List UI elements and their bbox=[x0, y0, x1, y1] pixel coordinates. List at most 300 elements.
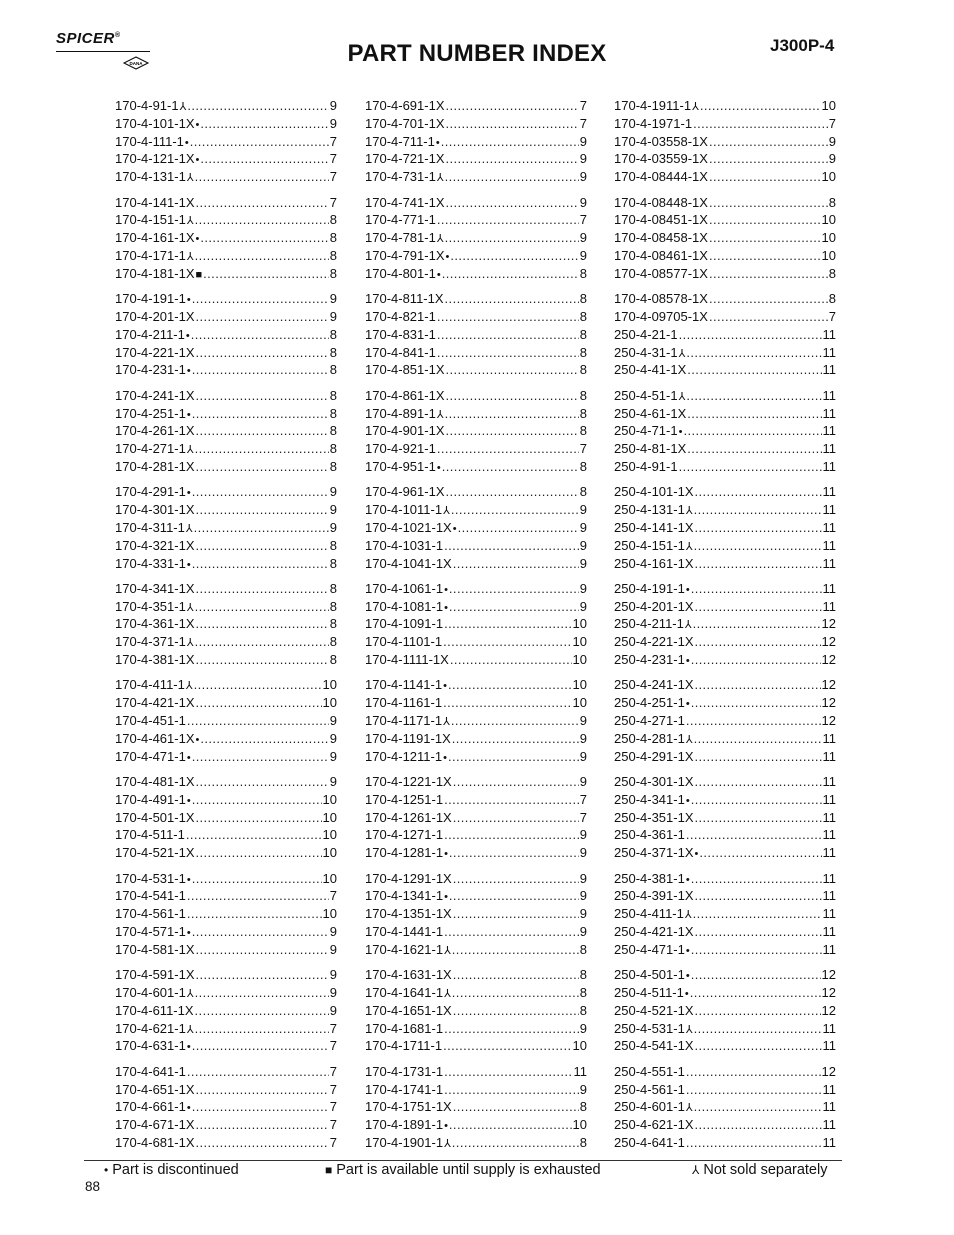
leader-dots bbox=[695, 633, 821, 651]
page-reference: 9 bbox=[329, 291, 337, 307]
leader-dots bbox=[451, 712, 579, 730]
index-entry bbox=[365, 694, 587, 712]
leader-dots bbox=[196, 773, 329, 791]
status-mark: • bbox=[685, 583, 690, 596]
page-reference: 8 bbox=[579, 344, 587, 360]
index-group bbox=[365, 966, 587, 1055]
index-group bbox=[614, 483, 836, 572]
leader-dots bbox=[452, 984, 579, 1002]
status-mark: • bbox=[685, 655, 690, 668]
part-number: 250-4-141-1X bbox=[614, 519, 694, 535]
status-mark: • bbox=[452, 522, 457, 535]
part-number: 170-4-1161-1 bbox=[365, 695, 443, 711]
page-reference: 11 bbox=[822, 888, 836, 904]
index-group bbox=[115, 483, 337, 572]
page-reference: 7 bbox=[828, 308, 836, 324]
part-number: 170-4-1271-1 bbox=[365, 827, 444, 843]
leader-dots bbox=[453, 870, 579, 888]
status-mark: ⅄ bbox=[685, 505, 693, 518]
leader-dots bbox=[695, 1037, 822, 1055]
page-reference: 7 bbox=[329, 1134, 337, 1150]
leader-dots bbox=[187, 1063, 329, 1081]
page-reference: 8 bbox=[329, 230, 337, 246]
part-number: 170-4-681-1X bbox=[115, 1134, 195, 1150]
index-entry bbox=[614, 730, 836, 748]
page-reference: 11 bbox=[822, 326, 836, 342]
part-number: 170-4-1091-1 bbox=[365, 616, 444, 632]
leader-dots bbox=[695, 483, 822, 501]
leader-dots bbox=[695, 555, 822, 573]
part-number: 170-4-371-1 bbox=[115, 634, 186, 650]
part-number: 170-4-311-1 bbox=[115, 519, 185, 535]
status-mark: • bbox=[444, 601, 448, 614]
leader-dots bbox=[695, 887, 822, 905]
part-number: 250-4-151-1 bbox=[614, 537, 685, 553]
leader-dots bbox=[452, 941, 579, 959]
part-number: 250-4-561-1 bbox=[614, 1081, 685, 1097]
leader-dots bbox=[192, 483, 329, 501]
leader-dots bbox=[192, 870, 322, 888]
page-reference: 7 bbox=[329, 133, 337, 149]
page-reference: 11 bbox=[822, 441, 836, 457]
leader-dots bbox=[446, 361, 579, 379]
page-reference: 12 bbox=[821, 985, 836, 1000]
status-mark: ⅄ bbox=[685, 733, 693, 746]
part-number: 170-4-271-1 bbox=[115, 441, 186, 457]
status-mark: ⅄ bbox=[186, 637, 194, 650]
index-entry bbox=[365, 844, 587, 862]
index-entry bbox=[115, 651, 337, 669]
index-entry bbox=[365, 211, 587, 229]
part-number: 170-4-121-1X bbox=[115, 151, 195, 167]
part-number: 250-4-281-1 bbox=[614, 730, 685, 746]
page-reference: 7 bbox=[329, 1020, 337, 1036]
page-reference: 10 bbox=[322, 827, 337, 843]
leader-dots bbox=[691, 694, 821, 712]
part-number: 170-4-591-1X bbox=[115, 967, 195, 983]
leader-dots bbox=[693, 615, 821, 633]
leader-dots bbox=[186, 826, 322, 844]
part-number: 250-4-521-1X bbox=[614, 1002, 694, 1018]
leader-dots bbox=[196, 941, 329, 959]
leader-dots bbox=[691, 941, 822, 959]
part-number: 250-4-51-1 bbox=[614, 387, 678, 403]
status-mark: • bbox=[435, 136, 440, 149]
part-number: 170-4-1641-1 bbox=[365, 985, 444, 1000]
leader-dots bbox=[691, 580, 822, 598]
page-reference: 10 bbox=[572, 677, 587, 693]
index-entry bbox=[614, 809, 836, 827]
page-reference: 9 bbox=[329, 924, 337, 940]
part-number: 170-4-181-1X bbox=[115, 265, 195, 281]
leader-dots bbox=[196, 194, 329, 212]
part-number: 250-4-61-1X bbox=[614, 405, 687, 421]
page-reference: 8 bbox=[329, 458, 337, 474]
leader-dots bbox=[691, 966, 821, 984]
status-mark: • bbox=[186, 1102, 191, 1115]
index-entry bbox=[365, 537, 587, 555]
index-entry bbox=[614, 1063, 836, 1081]
page-reference: 9 bbox=[579, 827, 587, 843]
page-reference: 11 bbox=[822, 1038, 836, 1054]
index-entry bbox=[614, 344, 836, 362]
page-reference: 12 bbox=[821, 1063, 836, 1079]
index-entry bbox=[115, 870, 337, 888]
status-mark: • bbox=[685, 794, 690, 807]
status-mark: ⅄ bbox=[186, 444, 194, 457]
index-entry bbox=[614, 194, 836, 212]
page-reference: 9 bbox=[579, 133, 587, 149]
page-reference: 9 bbox=[579, 169, 587, 185]
page-reference: 9 bbox=[579, 730, 587, 746]
status-mark: ⅄ bbox=[436, 172, 444, 185]
index-entry bbox=[115, 1063, 337, 1081]
leader-dots bbox=[686, 826, 822, 844]
leader-dots bbox=[195, 168, 329, 186]
index-entry bbox=[365, 344, 587, 362]
leader-dots bbox=[709, 308, 828, 326]
status-mark: • bbox=[186, 927, 191, 940]
legend-not-sold-separately: ⅄ Not sold separately bbox=[692, 1162, 828, 1178]
part-number: 170-4-501-1X bbox=[115, 809, 195, 825]
status-mark: ⅄ bbox=[186, 601, 194, 614]
part-number: 170-4-1681-1 bbox=[365, 1020, 444, 1036]
part-number: 250-4-301-1X bbox=[614, 774, 694, 790]
index-entry bbox=[614, 458, 836, 476]
index-entry bbox=[115, 422, 337, 440]
part-number: 170-4-361-1X bbox=[115, 616, 195, 632]
leader-dots bbox=[187, 712, 329, 730]
index-entry bbox=[115, 598, 337, 616]
index-entry bbox=[614, 905, 836, 923]
part-number: 170-4-641-1 bbox=[115, 1063, 186, 1079]
leader-dots bbox=[441, 133, 579, 151]
part-number: 250-4-371-1X bbox=[614, 845, 694, 861]
part-number: 170-4-1891-1 bbox=[365, 1117, 444, 1133]
page-reference: 10 bbox=[322, 791, 337, 807]
leader-dots bbox=[700, 97, 821, 115]
page-reference: 9 bbox=[579, 906, 587, 922]
page-reference: 9 bbox=[579, 888, 587, 904]
index-entry bbox=[365, 194, 587, 212]
leader-dots bbox=[195, 440, 329, 458]
index-group bbox=[365, 1063, 587, 1152]
index-entry bbox=[365, 1116, 587, 1134]
status-mark: ⅄ bbox=[443, 716, 450, 729]
page-reference: 11 bbox=[822, 730, 836, 746]
index-column-1 bbox=[115, 97, 337, 1159]
leader-dots bbox=[195, 1020, 329, 1038]
part-number: 170-4-03558-1X bbox=[614, 133, 708, 149]
index-entry bbox=[365, 422, 587, 440]
page-reference: 11 bbox=[822, 1134, 836, 1150]
leader-dots bbox=[446, 115, 579, 133]
page-reference: 8 bbox=[579, 1002, 587, 1018]
index-entry bbox=[365, 905, 587, 923]
leader-dots bbox=[449, 1116, 572, 1134]
page-reference: 11 bbox=[822, 827, 836, 843]
part-number: 250-4-71-1 bbox=[614, 423, 678, 439]
part-number: 170-4-351-1 bbox=[115, 598, 186, 614]
leader-dots bbox=[444, 791, 579, 809]
page-reference: 7 bbox=[579, 115, 587, 131]
part-number: 170-4-1191-1X bbox=[365, 730, 451, 746]
index-entry bbox=[365, 483, 587, 501]
page-reference: 9 bbox=[329, 748, 337, 764]
page-reference: 11 bbox=[822, 1081, 836, 1097]
part-number: 170-4-891-1 bbox=[365, 405, 436, 421]
leader-dots bbox=[695, 1002, 821, 1020]
index-entry bbox=[115, 150, 337, 168]
page-reference: 7 bbox=[579, 791, 587, 807]
leader-dots bbox=[437, 308, 579, 326]
leader-dots bbox=[695, 598, 822, 616]
index-entry bbox=[115, 168, 337, 186]
leader-dots bbox=[200, 730, 328, 748]
leader-dots bbox=[203, 265, 329, 283]
index-entry bbox=[365, 326, 587, 344]
leader-dots bbox=[695, 809, 822, 827]
index-group bbox=[365, 676, 587, 765]
leader-dots bbox=[192, 923, 329, 941]
part-number: 170-4-671-1X bbox=[115, 1117, 195, 1133]
index-entry bbox=[365, 97, 587, 115]
page-reference: 9 bbox=[579, 598, 587, 614]
part-number: 170-4-08448-1X bbox=[614, 194, 708, 210]
page-title: PART NUMBER INDEX bbox=[347, 40, 607, 67]
leader-dots bbox=[196, 844, 322, 862]
index-entry bbox=[614, 1002, 836, 1020]
page-reference: 10 bbox=[821, 212, 836, 228]
leader-dots bbox=[200, 150, 328, 168]
index-entry bbox=[614, 1020, 836, 1038]
part-number: 250-4-31-1 bbox=[614, 344, 678, 360]
status-mark: ⅄ bbox=[692, 101, 699, 113]
status-mark: • bbox=[443, 680, 447, 693]
index-entry bbox=[115, 1116, 337, 1134]
status-mark: ⅄ bbox=[186, 1023, 194, 1036]
index-entry bbox=[365, 290, 587, 308]
status-mark: • bbox=[195, 733, 200, 746]
index-entry bbox=[614, 923, 836, 941]
page-reference: 7 bbox=[329, 1117, 337, 1133]
index-entry bbox=[614, 483, 836, 501]
part-number: 170-4-261-1X bbox=[115, 423, 195, 439]
leader-dots bbox=[691, 791, 822, 809]
page-reference: 11 bbox=[822, 362, 836, 378]
index-entry bbox=[115, 905, 337, 923]
page-reference: 8 bbox=[828, 291, 836, 307]
page-reference: 9 bbox=[329, 713, 337, 729]
index-entry bbox=[614, 150, 836, 168]
leader-dots bbox=[694, 1098, 822, 1116]
leader-dots bbox=[683, 422, 821, 440]
index-entry bbox=[614, 580, 836, 598]
page-reference: 10 bbox=[572, 1038, 587, 1054]
leader-dots bbox=[194, 519, 329, 537]
index-group bbox=[365, 290, 587, 379]
page-reference: 12 bbox=[821, 634, 836, 650]
index-entry bbox=[115, 676, 337, 694]
page-reference: 11 bbox=[822, 748, 836, 764]
page-reference: 12 bbox=[821, 1002, 836, 1018]
page-reference: 9 bbox=[329, 98, 337, 113]
leader-dots bbox=[699, 844, 821, 862]
page-reference: 8 bbox=[828, 265, 836, 281]
part-number: 170-4-491-1 bbox=[115, 791, 186, 807]
part-number: 250-4-541-1X bbox=[614, 1038, 694, 1054]
index-entry bbox=[365, 676, 587, 694]
page-reference: 11 bbox=[822, 405, 836, 421]
part-number: 170-4-831-1 bbox=[365, 326, 436, 342]
index-entry bbox=[614, 405, 836, 423]
part-number: 170-4-08461-1X bbox=[614, 247, 708, 263]
leader-dots bbox=[695, 1116, 822, 1134]
index-entry bbox=[365, 458, 587, 476]
page-reference: 12 bbox=[821, 713, 836, 729]
part-number: 170-4-611-1X bbox=[115, 1002, 194, 1018]
part-number: 170-4-1631-1X bbox=[365, 967, 452, 983]
index-entry bbox=[614, 694, 836, 712]
index-entry bbox=[614, 887, 836, 905]
leader-dots bbox=[191, 326, 329, 344]
leader-dots bbox=[192, 1098, 329, 1116]
page-reference: 11 bbox=[822, 502, 836, 518]
page-reference: 11 bbox=[822, 924, 836, 940]
page-reference: 9 bbox=[579, 748, 587, 764]
part-number: 170-4-381-1X bbox=[115, 652, 195, 668]
index-entry bbox=[115, 712, 337, 730]
leader-dots bbox=[192, 748, 329, 766]
page-reference: 11 bbox=[822, 941, 836, 957]
leader-dots bbox=[449, 580, 579, 598]
status-mark: ⅄ bbox=[685, 1023, 693, 1036]
leader-dots bbox=[196, 344, 329, 362]
part-number: 170-4-1251-1 bbox=[365, 791, 444, 807]
status-mark: • bbox=[186, 1041, 191, 1054]
part-number: 250-4-381-1 bbox=[614, 870, 685, 886]
status-mark: • bbox=[186, 751, 191, 764]
page-reference: 10 bbox=[572, 634, 587, 650]
index-entry bbox=[614, 133, 836, 151]
part-number: 170-4-951-1 bbox=[365, 458, 436, 474]
part-number: 170-4-1011-1 bbox=[365, 502, 443, 518]
leader-dots bbox=[437, 344, 579, 362]
part-number: 170-4-1441-1 bbox=[365, 924, 444, 940]
status-mark: • bbox=[186, 873, 191, 886]
leader-dots bbox=[449, 844, 579, 862]
part-number: 250-4-391-1X bbox=[614, 888, 694, 904]
page-reference: 11 bbox=[822, 555, 836, 571]
page-reference: 10 bbox=[322, 906, 337, 922]
index-entry bbox=[614, 247, 836, 265]
status-mark: • bbox=[195, 154, 200, 167]
index-entry bbox=[115, 844, 337, 862]
leader-dots bbox=[445, 405, 579, 423]
index-entry bbox=[614, 1037, 836, 1055]
index-entry bbox=[115, 344, 337, 362]
part-number: 170-4-321-1X bbox=[115, 537, 195, 553]
index-entry bbox=[115, 694, 337, 712]
square-icon: ■ bbox=[325, 1163, 333, 1177]
index-entry bbox=[365, 773, 587, 791]
index-group bbox=[115, 773, 337, 862]
index-entry bbox=[614, 598, 836, 616]
part-number: 170-4-451-1 bbox=[115, 713, 186, 729]
index-entry bbox=[365, 308, 587, 326]
part-number: 170-4-411-1 bbox=[115, 677, 185, 693]
page-reference: 9 bbox=[579, 502, 587, 518]
index-entry bbox=[115, 773, 337, 791]
leader-dots bbox=[679, 458, 822, 476]
part-number: 250-4-191-1 bbox=[614, 580, 685, 596]
page-reference: 7 bbox=[329, 1063, 337, 1079]
status-mark: • bbox=[195, 118, 200, 131]
page-reference: 11 bbox=[822, 537, 836, 553]
part-number: 250-4-251-1 bbox=[614, 695, 685, 711]
page-reference: 8 bbox=[579, 362, 587, 378]
index-entry bbox=[614, 651, 836, 669]
part-number: 250-4-471-1 bbox=[614, 941, 685, 957]
part-number: 250-4-131-1 bbox=[614, 502, 685, 518]
page-reference: 8 bbox=[329, 247, 337, 263]
index-entry bbox=[115, 405, 337, 423]
page-reference: 8 bbox=[579, 308, 587, 324]
leader-dots bbox=[196, 809, 322, 827]
page-reference: 7 bbox=[579, 212, 587, 228]
index-entry bbox=[365, 150, 587, 168]
part-number: 170-4-921-1 bbox=[365, 441, 436, 457]
page-reference: 11 bbox=[573, 1063, 587, 1079]
part-number: 250-4-241-1X bbox=[614, 677, 694, 693]
part-number: 170-4-781-1 bbox=[365, 230, 436, 246]
part-number: 170-4-661-1 bbox=[115, 1099, 186, 1115]
index-entry bbox=[614, 791, 836, 809]
index-group bbox=[365, 194, 587, 283]
part-number: 170-4-521-1X bbox=[115, 845, 195, 861]
index-entry bbox=[115, 1134, 337, 1152]
part-number: 170-4-901-1X bbox=[365, 423, 445, 439]
page-reference: 8 bbox=[329, 652, 337, 668]
leader-dots bbox=[687, 361, 821, 379]
status-mark: ⅄ bbox=[443, 505, 450, 518]
status-mark: ⅄ bbox=[186, 250, 194, 263]
status-mark: ⅄ bbox=[179, 101, 187, 113]
page-reference: 11 bbox=[822, 458, 836, 474]
page-reference: 9 bbox=[329, 502, 337, 518]
part-number: 250-4-201-1X bbox=[614, 598, 694, 614]
leader-dots bbox=[196, 966, 329, 984]
part-number: 170-4-861-1X bbox=[365, 387, 445, 403]
leader-dots bbox=[687, 405, 821, 423]
status-mark: • bbox=[685, 970, 690, 983]
status-mark: ⅄ bbox=[684, 909, 692, 922]
leader-dots bbox=[444, 537, 579, 555]
page-reference: 11 bbox=[822, 870, 836, 886]
index-entry bbox=[365, 247, 587, 265]
leader-dots bbox=[196, 537, 329, 555]
page-reference: 9 bbox=[329, 115, 337, 131]
leader-dots bbox=[444, 826, 579, 844]
page-reference: 11 bbox=[822, 423, 836, 439]
page-reference: 8 bbox=[329, 616, 337, 632]
leader-dots bbox=[196, 422, 329, 440]
index-entry bbox=[115, 1020, 337, 1038]
page-reference: 8 bbox=[329, 555, 337, 571]
index-group bbox=[115, 966, 337, 1055]
part-number: 170-4-08458-1X bbox=[614, 230, 708, 246]
leader-dots bbox=[194, 676, 322, 694]
